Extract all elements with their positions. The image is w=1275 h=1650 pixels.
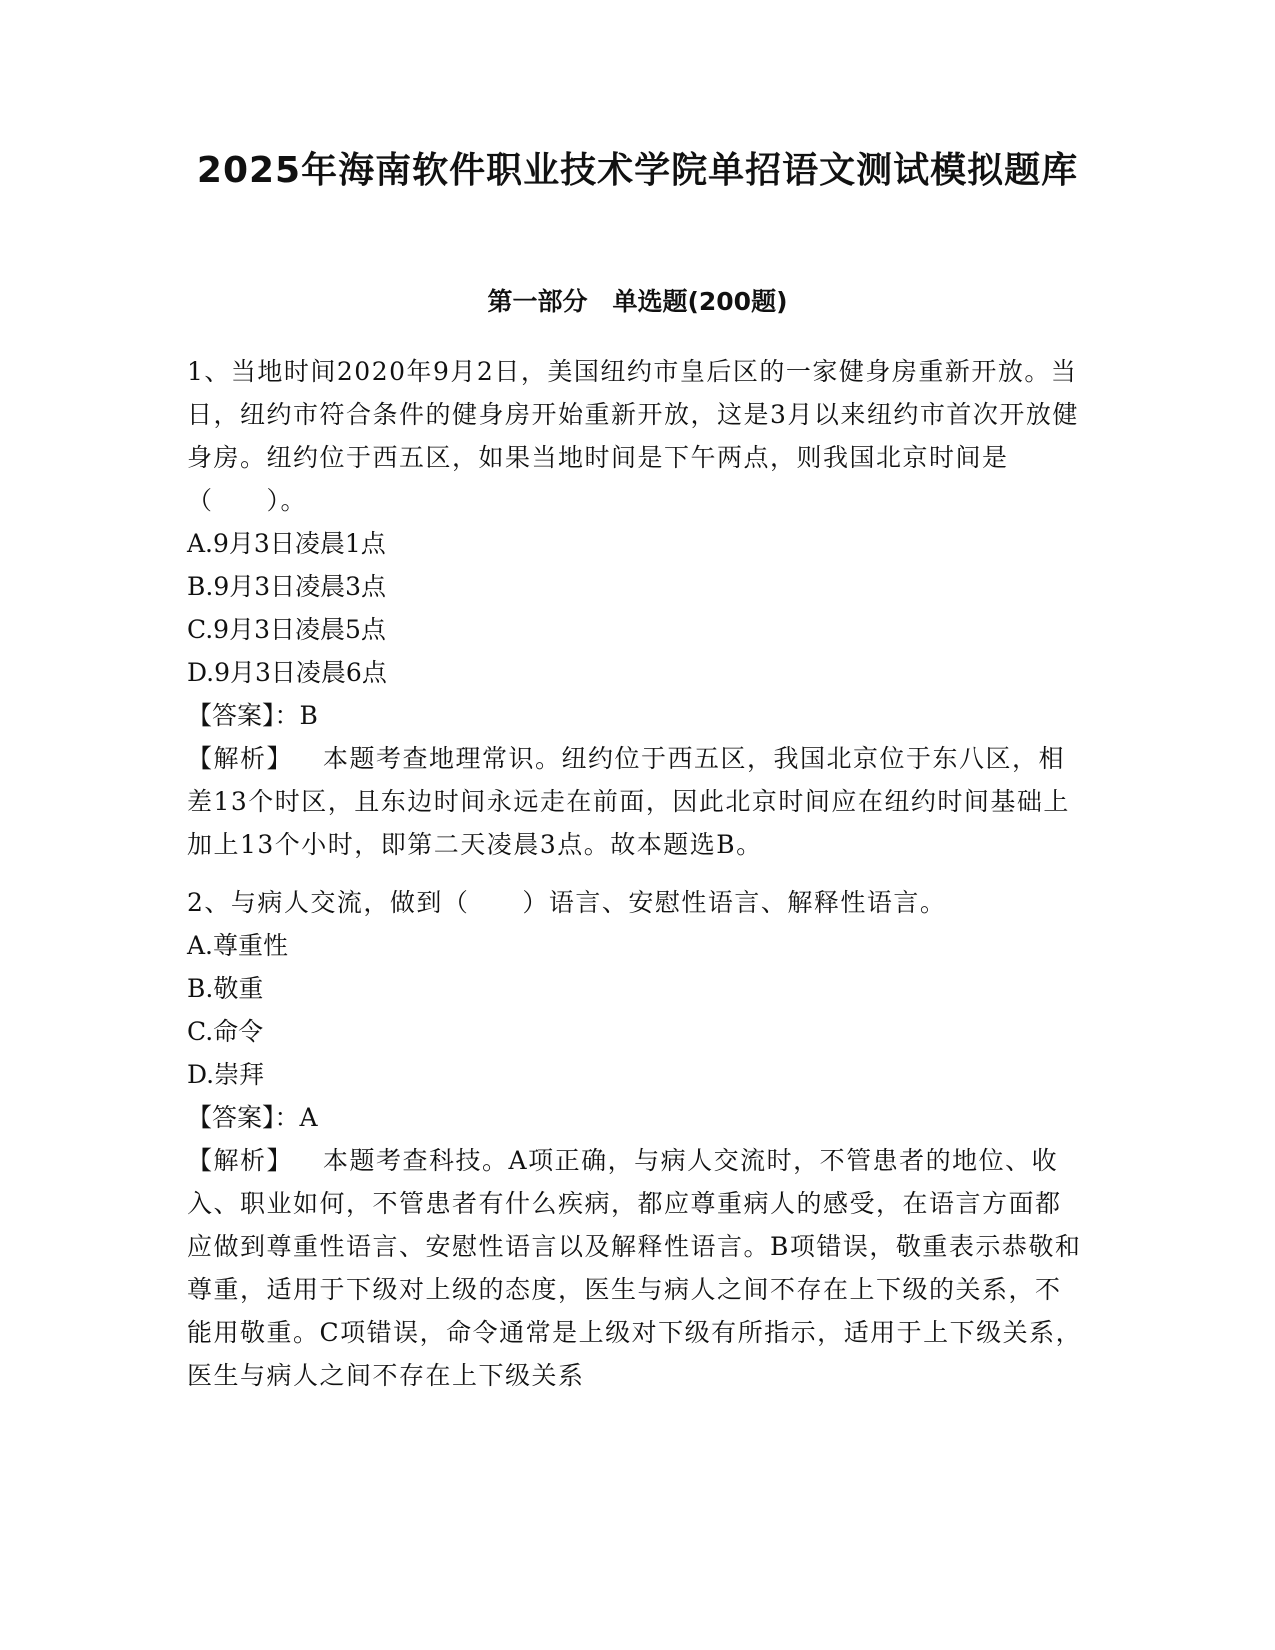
section-heading: 第一部分 单选题(200题) <box>487 287 788 316</box>
option-b: B.9月3日凌晨3点 <box>187 572 387 601</box>
question-item <box>187 350 1087 866</box>
option-d: D.9月3日凌晨6点 <box>187 658 387 687</box>
option-b: B.敬重 <box>187 974 264 1003</box>
option-a: A.9月3日凌晨1点 <box>187 529 386 558</box>
option-c: C.命令 <box>187 1017 264 1046</box>
answer-line <box>187 694 1087 737</box>
question-item <box>187 881 1087 1397</box>
explanation-text: 本题考查科技。A项正确，与病人交流时，不管患者的地位、收入、职业如何，不管患者有什么疾病，都应尊重病人的感受，在语言方面都应做到尊重性语言、安慰性语言以及解释性语言。B项错误，敬重表示恭敬和尊重，适用于下级对上级的态度，医生与病人之间不存在上下级的关系，不能用敬重。C项错误，命令通常是上级对下级有所指示，适用于上下级关系，医生与病人之间不存在上下级关系 <box>187 1146 1083 1390</box>
option-c: C.9月3日凌晨5点 <box>187 615 386 644</box>
answer-line <box>187 1096 1087 1139</box>
answer-label: 【答案】： <box>187 701 300 730</box>
question-stem: 1、当地时间2020年9月2日，美国纽约市皇后区的一家健身房重新开放。当日，纽约市符合条件的健身房开始重新开放，这是3月以来纽约市首次开放健身房。纽约位于西五区，如果当地时间是下午两点，则我国北京时间是（ ）。 <box>187 357 1079 515</box>
answer-label: 【答案】： <box>187 1103 300 1132</box>
explanation-text: 本题考查地理常识。纽约位于西五区，我国北京位于东八区，相差13个时区，且东边时间永远走在前面，因此北京时间应在纽约时间基础上加上13个小时，即第二天凌晨3点。故本题选B。 <box>187 744 1070 859</box>
explanation-label: 【解析】 <box>187 1146 294 1175</box>
explanation-label: 【解析】 <box>187 744 294 773</box>
option-d: D.崇拜 <box>187 1060 265 1089</box>
document-title: 2025年海南软件职业技术学院单招语文测试模拟题库 <box>196 150 1079 191</box>
answer-value: A <box>299 1103 318 1132</box>
explanation <box>187 1139 1087 1397</box>
question-stem: 2、与病人交流，做到（ ）语言、安慰性语言、解释性语言。 <box>187 888 947 917</box>
question-list <box>187 350 1087 1412</box>
option-a: A.尊重性 <box>187 931 289 960</box>
answer-value: B <box>299 701 318 730</box>
explanation <box>187 737 1087 866</box>
